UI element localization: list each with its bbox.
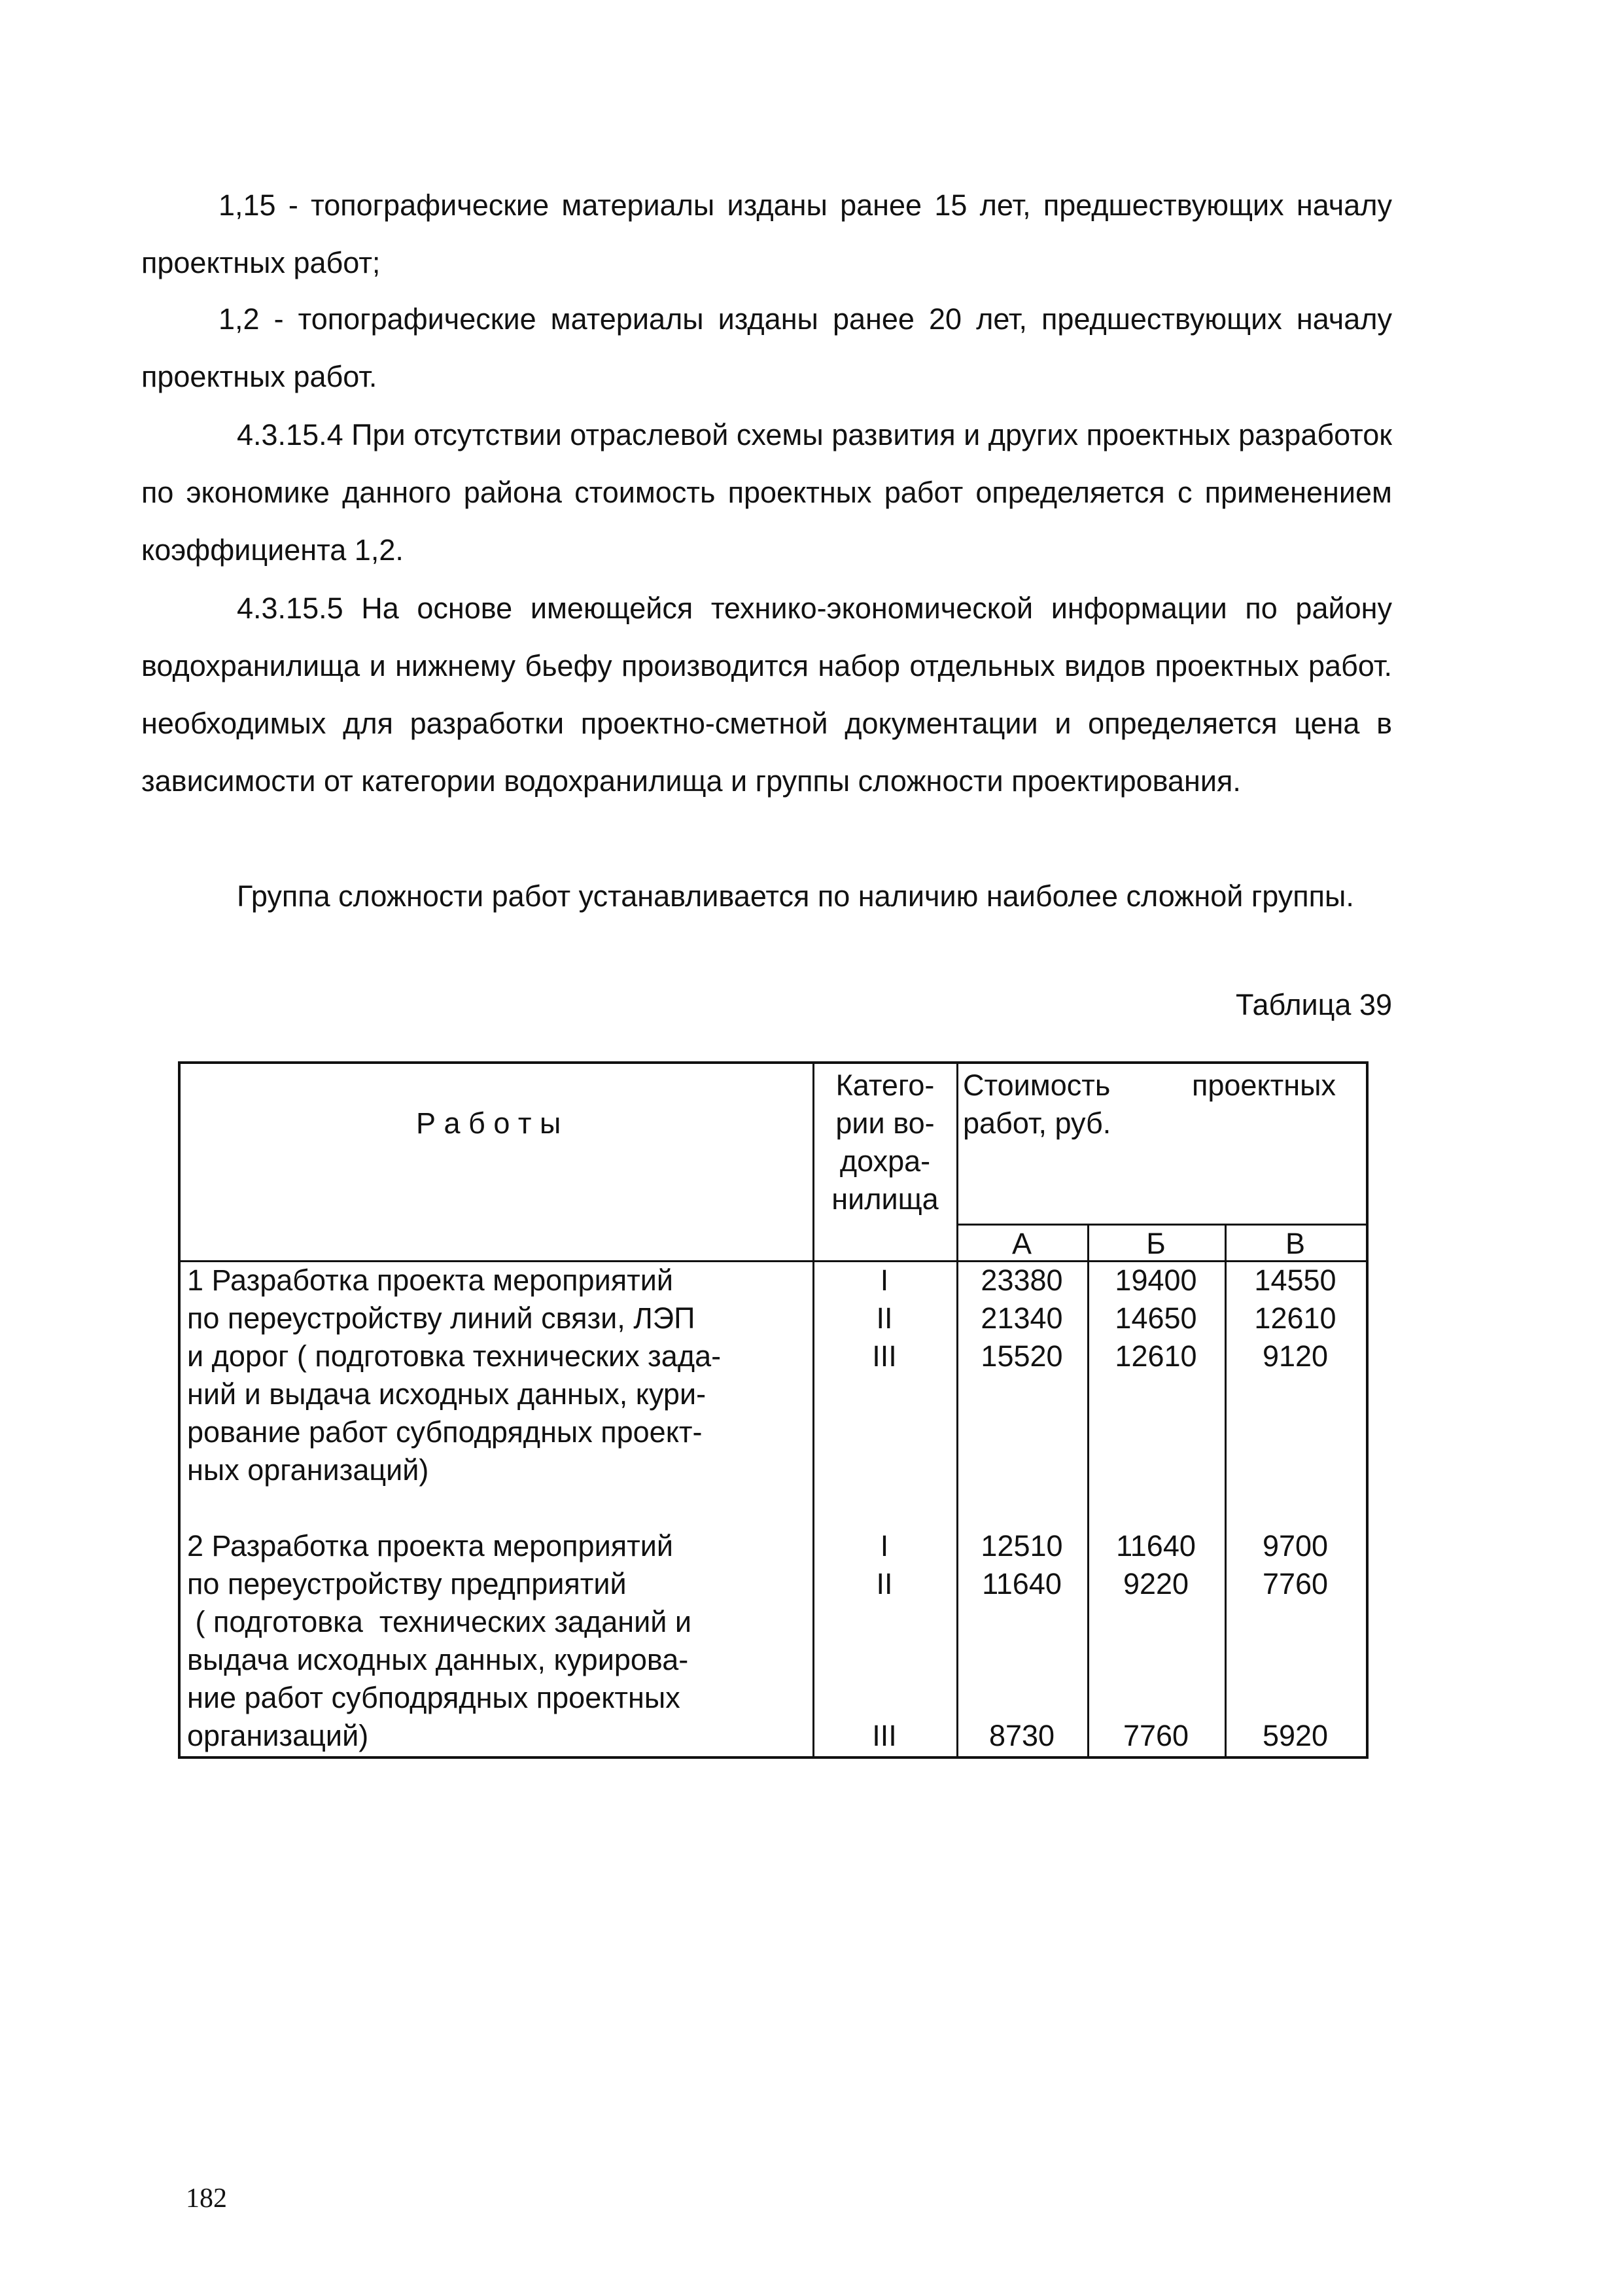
work-line: 1 Разработка проекта мероприятий: [187, 1263, 673, 1297]
work-line: рование работ субподрядных проект-: [187, 1415, 703, 1449]
paragraph-coef-115: 1,15 - топографические материалы изданы ранее 15 лет, предшествующих началу проектных работ;: [141, 188, 1392, 279]
work-line: по переустройству линий связи, ЛЭП: [187, 1301, 695, 1335]
row1-category-3: III: [872, 1339, 897, 1373]
row2-v-3: 5920: [1262, 1719, 1329, 1752]
work-line: ний и выдача исходных данных, кури-: [187, 1377, 707, 1411]
header-category-line: Катего-: [835, 1069, 935, 1102]
paragraph-coef-12: 1,2 - топографические материалы изданы ранее 20 лет, предшествующих началу проектных работ.: [141, 302, 1392, 393]
work-line: организаций): [187, 1719, 369, 1752]
header-works: Р а б о т ы: [416, 1106, 561, 1140]
table-caption: Таблица 39: [1236, 988, 1392, 1021]
work-line: выдача исходных данных, курирова-: [187, 1643, 689, 1676]
row2-v-1: 9700: [1262, 1529, 1329, 1563]
work-line: 2 Разработка проекта мероприятий: [187, 1529, 673, 1563]
work-line: ных организаций): [187, 1453, 429, 1487]
table-row-1-work: [187, 1262, 809, 1489]
row2-category-2: II: [876, 1567, 893, 1600]
row2-a-2: 11640: [982, 1567, 1062, 1600]
work-line: ( подготовка технических заданий и: [187, 1605, 691, 1638]
header-category-line: нилища: [831, 1182, 939, 1216]
header-category-line: дохра-: [839, 1144, 931, 1178]
row1-a-2: 21340: [981, 1301, 1063, 1335]
row1-category-2: II: [876, 1301, 893, 1335]
header-cost-line2: работ, руб.: [963, 1106, 1111, 1140]
row1-b-2: 14650: [1115, 1301, 1197, 1335]
row2-category-1: I: [880, 1529, 889, 1563]
row2-v-2: 7760: [1262, 1567, 1329, 1600]
row2-b-3: 7760: [1123, 1719, 1189, 1752]
work-line: и дорог ( подготовка технических зада-: [187, 1339, 722, 1373]
header-cost-line1-right: проектных: [1192, 1069, 1336, 1102]
row2-a-1: 12510: [981, 1529, 1063, 1563]
header-col-b: Б: [1146, 1227, 1166, 1260]
work-line: по переустройству предприятий: [187, 1567, 627, 1600]
row2-category-3: III: [872, 1719, 897, 1752]
table-row-2-work: [187, 1527, 809, 1755]
header-col-a: А: [1011, 1227, 1032, 1260]
row1-a-1: 23380: [981, 1263, 1063, 1297]
row1-a-3: 15520: [981, 1339, 1063, 1373]
page-number: 182: [186, 2183, 227, 2214]
row2-b-2: 9220: [1123, 1567, 1189, 1600]
row1-b-3: 12610: [1115, 1339, 1197, 1373]
row1-v-1: 14550: [1254, 1263, 1336, 1297]
header-category: [814, 1067, 956, 1218]
price-table: [178, 1061, 1369, 1759]
row1-v-3: 9120: [1262, 1339, 1329, 1373]
header-category-line: рии во-: [835, 1106, 935, 1140]
table-divider-cost: [956, 1064, 958, 1757]
row1-category-1: I: [880, 1263, 889, 1297]
row2-b-1: 11640: [1116, 1529, 1196, 1563]
paragraph-complexity-group: Группа сложности работ устанавливается по наличию наиболее сложной группы.: [237, 879, 1354, 913]
header-col-v: В: [1285, 1227, 1305, 1260]
paragraph-4-3-15-5: 4.3.15.5 На основе имеющейся технико-экономической информации по району водохранилища и нижнему бьефу производится набор отдельных видов проектных работ. необходимых для разработки проектно-сметной документации и определяется цена в зависимости от категории водохранилища и группы сложности проектирования.: [141, 592, 1392, 798]
row1-b-1: 19400: [1115, 1263, 1197, 1297]
paragraph-4-3-15-4: 4.3.15.4 При отсутствии отраслевой схемы развития и других проектных разработок по экономике данного района стоимость проектных работ определяется с применением коэффициента 1,2.: [141, 418, 1392, 567]
row2-a-3: 8730: [988, 1719, 1055, 1752]
work-line: ние работ субподрядных проектных: [187, 1681, 680, 1714]
header-cost-line1: Стоимость: [963, 1069, 1111, 1102]
row1-v-2: 12610: [1254, 1301, 1336, 1335]
